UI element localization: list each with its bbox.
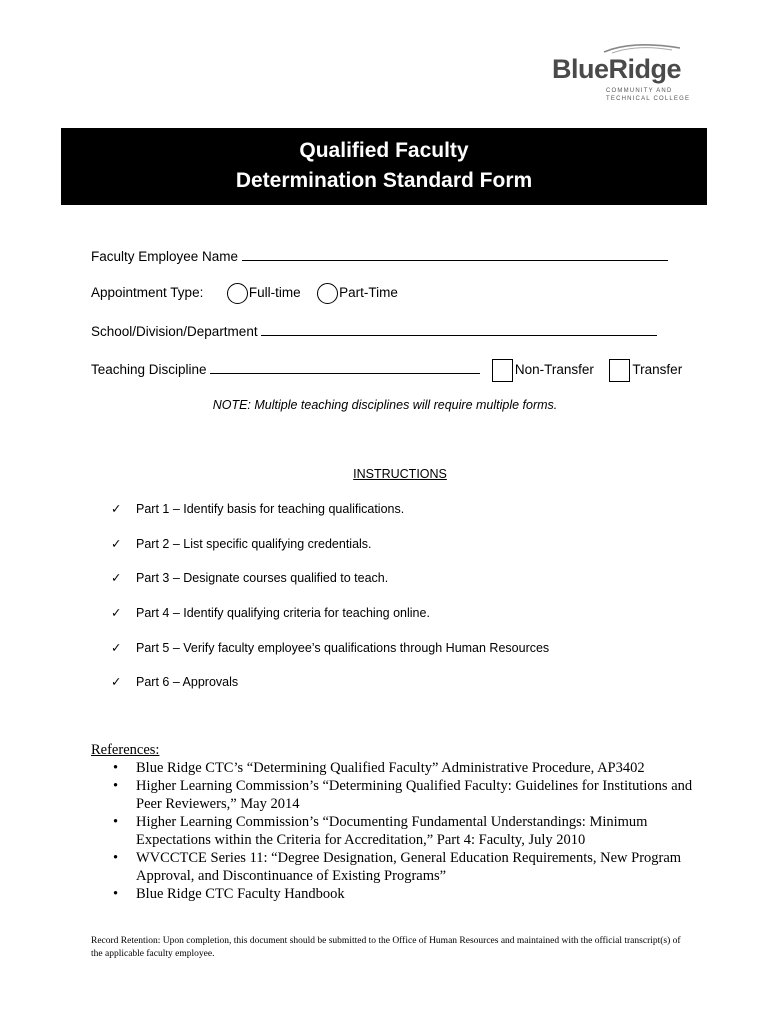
department-label: School/Division/Department (91, 324, 258, 339)
employee-name-label: Faculty Employee Name (91, 249, 239, 264)
bullet-icon: • (113, 886, 119, 902)
checkmark-icon: ✓ (111, 640, 122, 655)
references-list (91, 759, 696, 903)
title-line-1: Qualified Faculty (299, 139, 469, 162)
list-item (91, 849, 696, 885)
reference-text: WVCCTCE Series 11: “Degree Designation, General Education Requirements, New Program Approval, and Discontinuance of Existing Programs” (136, 850, 682, 884)
list-item (111, 533, 549, 568)
appointment-type-label: Appointment Type: (91, 285, 204, 301)
college-logo (546, 40, 691, 110)
bullet-icon: • (113, 778, 119, 794)
list-item (111, 671, 549, 706)
bullet-icon: • (113, 760, 119, 776)
part-time-label: Part-Time (339, 285, 398, 301)
record-retention-note: Record Retention: Upon completion, this document should be submitted to the Office of Human Resources and maintained with the official transcript(s) of the applicable faculty employee. (91, 936, 681, 959)
non-transfer-label: Non-Transfer (514, 362, 594, 378)
instructions-list (111, 498, 549, 706)
full-time-radio[interactable] (227, 283, 248, 304)
note-text: NOTE: Multiple teaching disciplines will require multiple forms. (212, 398, 558, 412)
logo-wordmark: BlueRidge (552, 54, 682, 84)
list-item (111, 602, 549, 637)
reference-text: Higher Learning Commission’s “Determining Qualified Faculty: Guidelines for Institutions and Peer Reviewers,” May 2014 (136, 778, 693, 812)
instructions-title: INSTRUCTIONS (353, 467, 447, 481)
department-row (91, 321, 657, 339)
checkmark-icon: ✓ (111, 502, 122, 516)
reference-text: Blue Ridge CTC Faculty Handbook (136, 886, 345, 902)
title-banner (61, 128, 707, 205)
discipline-label: Teaching Discipline (91, 362, 207, 378)
bullet-icon: • (113, 814, 119, 830)
department-field[interactable] (261, 321, 657, 336)
logo-subtitle-2: TECHNICAL COLLEGE (606, 96, 691, 102)
list-item (111, 498, 549, 533)
instruction-text: Part 4 – Identify qualifying criteria for teaching online. (136, 606, 430, 621)
employee-name-row (91, 246, 668, 264)
instruction-text: Part 6 – Approvals (136, 675, 239, 690)
appointment-type-row (91, 283, 398, 304)
non-transfer-checkbox[interactable] (492, 359, 513, 382)
list-item (91, 813, 696, 849)
discipline-row (91, 359, 682, 382)
transfer-checkbox[interactable] (609, 359, 630, 382)
part-time-radio[interactable] (317, 283, 338, 304)
references-section (91, 741, 696, 903)
checkmark-icon: ✓ (111, 571, 122, 586)
instruction-text: Part 5 – Verify faculty employee’s qualifications through Human Resources (136, 640, 550, 655)
transfer-label: Transfer (632, 362, 683, 378)
full-time-label: Full-time (248, 285, 301, 301)
bullet-icon: • (113, 850, 119, 866)
reference-text: Blue Ridge CTC’s “Determining Qualified Faculty” Administrative Procedure, AP3402 (136, 760, 645, 776)
list-item (111, 567, 549, 602)
title-line-2: Determination Standard Form (235, 169, 533, 192)
instruction-text: Part 3 – Designate courses qualified to teach. (136, 571, 389, 586)
logo-subtitle-1: COMMUNITY AND (606, 88, 673, 94)
checkmark-icon: ✓ (111, 536, 122, 551)
instruction-text: Part 1 – Identify basis for teaching qualifications. (136, 502, 405, 516)
reference-text: Higher Learning Commission’s “Documenting Fundamental Understandings: Minimum Expectations within the Criteria for Accreditation,” Part 4: Faculty, July 2010 (136, 814, 648, 848)
discipline-field[interactable] (210, 359, 480, 374)
checkmark-icon: ✓ (111, 675, 122, 690)
references-title: References: (91, 742, 160, 758)
list-item (91, 777, 696, 813)
list-item (91, 759, 696, 777)
mountain-arc-icon (602, 40, 682, 54)
checkmark-icon: ✓ (111, 606, 122, 621)
list-item (111, 637, 549, 672)
list-item (91, 885, 696, 903)
employee-name-field[interactable] (242, 246, 668, 261)
instruction-text: Part 2 – List specific qualifying credentials. (136, 536, 372, 551)
